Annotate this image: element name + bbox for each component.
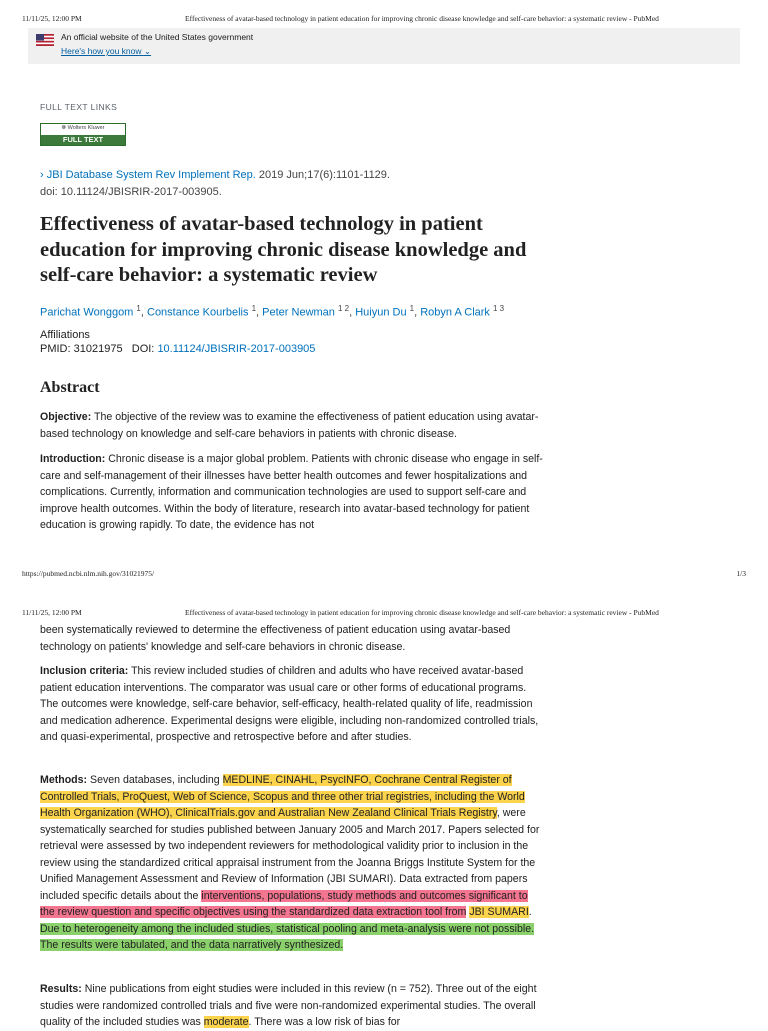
publisher-logo-icon: ❁ [61, 125, 67, 131]
abstract-methods: Methods: Seven databases, including MEDLINE, CINAHL, PsycINFO, Cochrane Central Register of Controlled Trials, ProQuest, Web of Science, Scopus and three other trial registries, including the World Health Organization (WHO), ClinicalTrials.gov and Australian New Zealand Clinical Trials Registry, were systematically searched for studies published between January 2005 and March 2017. Papers selected for retrieval were assessed by two independent reviewers for methodological validity prior to inclusion in the review using the standardized critical appraisal instrument from the Joanna Briggs Institute System for the Unified Management Assessment and Review of Information (JBI SUMARI). Data extracted from papers included specific details about the interventions, populations, study methods and outcomes significant to the review question and specific objectives using the standardized data extraction tool from JBI SUMARI. Due to heterogeneity among the included studies, statistical pooling and meta-analysis were not possible. The results were tabulated, and the data narratively synthesized. [40, 774, 540, 951]
pmid-label: PMID: [40, 343, 71, 355]
journal-link[interactable]: JBI Database System Rev Implement Rep. [46, 169, 256, 181]
identifiers [40, 343, 315, 355]
article-title: Effectiveness of avatar-based technology in patient education for improving chronic disease knowledge and self-care behavior: a systematic review [40, 213, 527, 286]
print-date: 11/11/25, 12:00 PM [22, 608, 82, 617]
affiliation-ref[interactable]: 1 [136, 304, 141, 313]
print-date: 11/11/25, 12:00 PM [22, 14, 82, 23]
chevron-right-icon: › [40, 169, 44, 181]
abstract-inclusion-criteria: Inclusion criteria: This review included studies of children and adults who have received avatar-based patient education interventions. The comparator was usual care or other forms of educational programs. The outcomes were knowledge, self-care behavior, self-efficacy, health-related quality of life, readmission and medication adherence. Experimental designs were eligible, including non-randomized controlled trials, and quasi-experimental, prospective and retrospective before and after studies. [40, 665, 539, 743]
print-page-2 [0, 600, 768, 1028]
highlight-green: Due to heterogeneity among the included studies, statistical pooling and meta-analysis were not possible. The results were tabulated, and the data narratively synthesized. [40, 922, 535, 951]
full-text-publisher-button[interactable] [40, 123, 126, 146]
publisher-logo: ❁ Wolters Kluwer [61, 125, 105, 131]
abstract-objective: Objective: The objective of the review was to examine the effectiveness of patient education using avatar-based technology on knowledge and self-care behaviors in patients with chronic disease. [40, 411, 539, 440]
print-page-number: 1/3 [736, 569, 746, 578]
results-label: Results: [40, 983, 82, 995]
abstract-heading: Abstract [40, 379, 100, 396]
affiliation-ref[interactable]: 1 [409, 304, 415, 313]
us-flag-icon [36, 34, 54, 46]
highlight-pink: interventions, populations, study methods and outcomes significant to the review question and specific objectives using the standardized data extraction tool from [40, 889, 528, 918]
abstract-introduction-continued: been systematically reviewed to determine the effectiveness of patient education using avatar-based technology on patients' knowledge and self-care behaviors in chronic disease. [40, 624, 511, 653]
print-title: Effectiveness of avatar-based technology in patient education for improving chronic disease knowledge and self-care behavior: a systematic review - PubMed [185, 14, 659, 23]
author-link[interactable]: Huiyun Du [355, 306, 407, 319]
print-title: Effectiveness of avatar-based technology in patient education for improving chronic disease knowledge and self-care behavior: a systematic review - PubMed [185, 608, 659, 617]
highlight-yellow: JBI SUMARI [469, 906, 529, 918]
citation-details: 2019 Jun;17(6):1101-1129. [258, 169, 390, 181]
objective-label: Objective: [40, 411, 92, 423]
highlight-yellow: moderate [203, 1016, 249, 1028]
print-url: https://pubmed.ncbi.nlm.nih.gov/31021975/ [22, 569, 155, 578]
affiliations-toggle[interactable]: Affiliations [40, 329, 90, 341]
highlight-yellow: MEDLINE, CINAHL, PsycINFO, Cochrane Central Register of Controlled Trials, ProQuest, Web of Science, Scopus and three other trial registries, including the World Health Organization (WHO), ClinicalTrials.gov and Australian New Zealand Clinical Trials Registry [40, 774, 525, 819]
doi-link[interactable]: 10.11124/JBISRIR-2017-003905 [157, 343, 316, 355]
abstract-introduction: Introduction: Chronic disease is a major global problem. Patients with chronic disease who engage in self-care and self-management of their illnesses have better health outcomes and fewer hospitalizations and complications. Currently, information and communication technologies are used to support self-care and improve health outcomes. Within the body of literature, research into avatar-based technology for patient education is growing rapidly. To date, the evidence has not [40, 453, 543, 531]
introduction-label: Introduction: [40, 453, 106, 465]
citation [40, 169, 390, 181]
heres-how-you-know-link[interactable]: Here's how you know ⌄ [61, 46, 152, 56]
gov-banner [28, 28, 740, 64]
citation-doi: doi: 10.11124/JBISRIR-2017-003905. [40, 186, 222, 198]
methods-label: Methods: [40, 774, 88, 786]
author-link[interactable]: Robyn A Clark [420, 306, 490, 319]
abstract-results: Results: Nine publications from eight studies were included in this review (n = 752). Three out of the eight studies were randomized controlled trials and five were non-randomized experimental studies. The overall quality of the included studies was moderate. There was a low risk of bias for [40, 983, 537, 1028]
pmid-value: 31021975 [73, 343, 123, 355]
affiliation-ref[interactable]: 1 3 [493, 304, 505, 313]
author-link[interactable]: Constance Kourbelis [147, 306, 249, 319]
author-list: Parichat Wonggom $^1$, Constance Kourbelis $^1$, Peter Newman $^{1 2}$, Huiyun Du $^1$, Robyn A Clark $^{1 3}$ [40, 304, 505, 319]
full-text-button-label: FULL TEXT [41, 135, 125, 145]
author-link[interactable]: Parichat Wonggom [40, 306, 134, 319]
chevron-down-icon: ⌄ [143, 46, 152, 56]
affiliation-ref[interactable]: 1 [251, 304, 257, 313]
inclusion-label: Inclusion criteria: [40, 665, 129, 677]
affiliation-ref[interactable]: 1 2 [337, 304, 350, 313]
full-text-links-label: FULL TEXT LINKS [40, 102, 118, 112]
author-link[interactable]: Peter Newman [262, 306, 335, 319]
gov-banner-text: An official website of the United States government [61, 32, 254, 42]
doi-label: DOI: [131, 343, 155, 355]
